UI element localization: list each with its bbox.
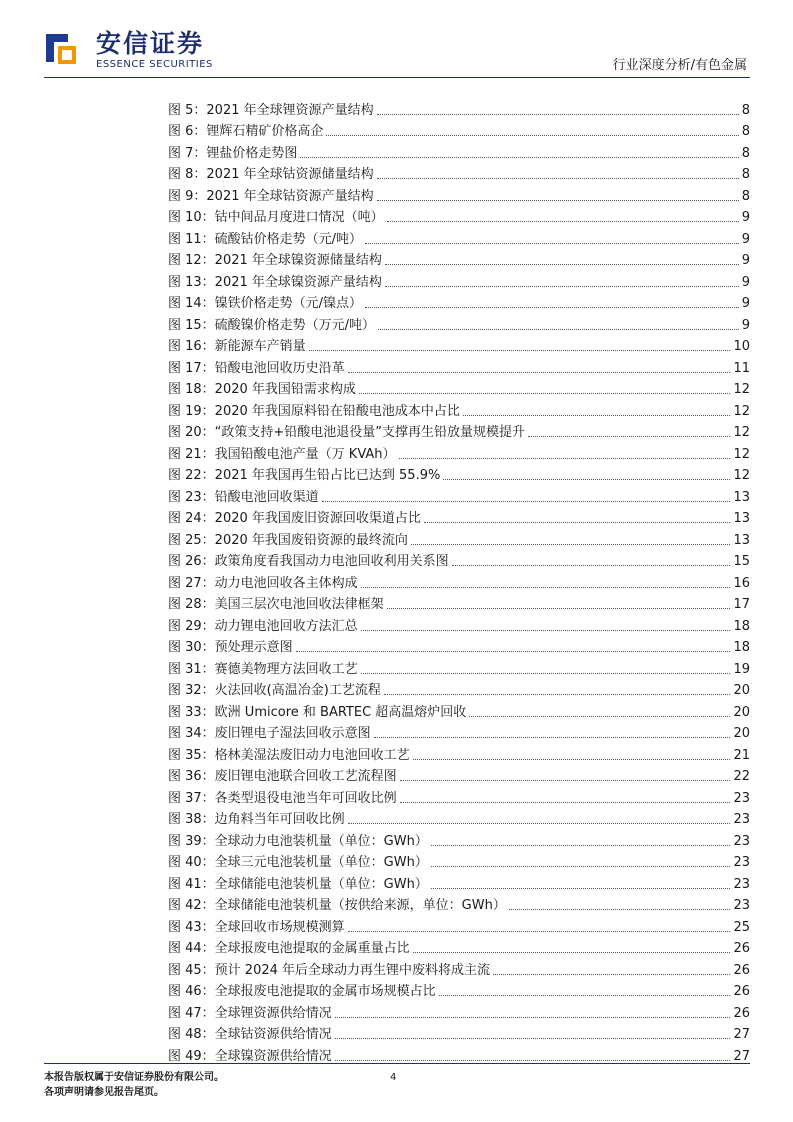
toc-leader-dots (385, 264, 739, 265)
toc-entry[interactable] (168, 893, 750, 915)
toc-entry-page[interactable]: 8 (741, 188, 750, 204)
toc-entry-label[interactable]: 图 47：全球锂资源供给情况 (168, 1005, 332, 1021)
toc-leader-dots (378, 329, 739, 330)
toc-entry[interactable] (168, 463, 750, 485)
toc-leader-dots (309, 350, 731, 351)
toc-entry-label[interactable]: 图 12：2021 年全球镍资源储量结构 (168, 253, 382, 268)
toc-entry-page[interactable]: 12 (733, 425, 750, 440)
toc-entry-label[interactable]: 图 6：锂辉石精矿价格高企 (168, 124, 324, 139)
toc-entry-page[interactable]: 12 (733, 446, 750, 462)
toc-leader-dots (528, 436, 730, 437)
toc-entry-label[interactable]: 图 43：全球回收市场规模测算 (168, 919, 345, 935)
toc-entry[interactable] (168, 957, 750, 979)
toc-entry-page[interactable]: 21 (733, 747, 750, 763)
toc-entry-label[interactable]: 图 34：废旧锂电子湿法回收示意图 (168, 726, 371, 741)
toc-leader-dots (365, 307, 739, 308)
toc-entry-label[interactable]: 图 14：镍铁价格走势（元/镍点） (168, 296, 363, 311)
toc-entry-page[interactable]: 26 (733, 1005, 750, 1021)
toc-entry-page[interactable]: 8 (741, 124, 750, 139)
toc-entry-label[interactable]: 图 45：预计 2024 年后全球动力再生锂中废料将成主流 (168, 962, 491, 978)
toc-leader-dots (452, 565, 731, 566)
toc-entry-page[interactable]: 18 (733, 640, 750, 655)
toc-entry-label[interactable]: 图 10：钴中间品月度进口情况（吨） (168, 210, 384, 225)
toc-entry-label[interactable]: 图 20：“政策支持+铅酸电池退役量”支撑再生铅放量规模提升 (168, 425, 526, 440)
toc-leader-dots (509, 909, 731, 910)
toc-entry-page[interactable]: 9 (741, 317, 750, 333)
toc-entry-label[interactable]: 图 13：2021 年全球镍资源产量结构 (168, 274, 382, 290)
toc-leader-dots (431, 845, 731, 846)
toc-entry[interactable] (168, 592, 750, 614)
toc-entry-page[interactable]: 23 (733, 898, 750, 913)
toc-entry-page[interactable]: 26 (733, 962, 750, 978)
toc-entry-page[interactable]: 19 (733, 661, 750, 677)
toc-entry-label[interactable]: 图 32：火法回收(高温冶金)工艺流程 (168, 683, 381, 698)
toc-entry-page[interactable]: 18 (733, 618, 750, 634)
toc-leader-dots (463, 415, 731, 416)
toc-leader-dots (361, 673, 731, 674)
toc-entry-page[interactable]: 15 (733, 554, 750, 569)
toc-entry[interactable] (168, 549, 750, 571)
toc-entry-label[interactable]: 图 36：废旧锂电池联合回收工艺流程图 (168, 769, 397, 784)
toc-entry[interactable] (168, 850, 750, 872)
toc-leader-dots (411, 544, 731, 545)
toc-entry-label[interactable]: 图 17：铅酸电池回收历史沿革 (168, 360, 345, 376)
toc-entry-label[interactable]: 图 27：动力电池回收各主体构成 (168, 575, 358, 591)
toc-entry[interactable] (168, 140, 750, 162)
toc-leader-dots (335, 1060, 731, 1061)
toc-entry[interactable] (168, 484, 750, 506)
report-section: 行业深度分析/有色金属 (612, 58, 747, 73)
toc-entry[interactable] (168, 678, 750, 700)
toc-leader-dots (359, 393, 731, 394)
toc-entry[interactable] (168, 398, 750, 420)
brand-name-cn: 安信证券 (96, 29, 205, 58)
toc-leader-dots (384, 694, 731, 695)
toc-entry-label[interactable]: 图 48：全球钴资源供给情况 (168, 1027, 332, 1042)
page-number: 4 (390, 1072, 397, 1083)
toc-leader-dots (377, 114, 739, 115)
toc-entry[interactable] (168, 269, 750, 291)
toc-entry-label[interactable]: 图 26：政策角度看我国动力电池回收利用关系图 (168, 554, 449, 569)
toc-entry[interactable] (168, 1022, 750, 1044)
toc-entry[interactable] (168, 570, 750, 592)
toc-leader-dots (348, 372, 731, 373)
toc-entry-label[interactable]: 图 23：铅酸电池回收渠道 (168, 489, 319, 505)
toc-entry-label[interactable]: 图 37：各类型退役电池当年可回收比例 (168, 790, 397, 806)
toc-entry-page[interactable]: 23 (733, 812, 750, 827)
toc-leader-dots (469, 716, 730, 717)
toc-entry[interactable] (168, 656, 750, 678)
toc-entry-page[interactable]: 9 (741, 274, 750, 290)
toc-leader-dots (413, 952, 731, 953)
toc-leader-dots (322, 501, 731, 502)
toc-entry-page[interactable]: 27 (733, 1027, 750, 1042)
toc-entry-label[interactable]: 图 11：硫酸钴价格走势（元/吨） (168, 231, 363, 247)
toc-entry[interactable] (168, 334, 750, 356)
toc-entry-label[interactable]: 图 9：2021 年全球钴资源产量结构 (168, 188, 374, 204)
toc-entry[interactable] (168, 506, 750, 528)
toc-entry-page[interactable]: 9 (741, 231, 750, 247)
toc-entry-page[interactable]: 26 (733, 941, 750, 956)
toc-entry[interactable] (168, 377, 750, 399)
toc-entry-page[interactable]: 20 (733, 726, 750, 741)
toc-entry[interactable] (168, 226, 750, 248)
toc-leader-dots (399, 458, 731, 459)
footer-divider (44, 1063, 750, 1064)
figure-table-of-contents (168, 97, 750, 1065)
toc-entry-page[interactable]: 12 (733, 382, 750, 397)
toc-entry[interactable] (168, 119, 750, 141)
toc-leader-dots (326, 135, 738, 136)
toc-entry-page[interactable]: 8 (741, 145, 750, 161)
toc-leader-dots (385, 286, 739, 287)
toc-entry-page[interactable]: 9 (741, 296, 750, 311)
toc-leader-dots (300, 157, 738, 158)
toc-entry-label[interactable]: 图 35：格林美湿法废旧动力电池回收工艺 (168, 747, 410, 763)
toc-entry[interactable] (168, 979, 750, 1001)
toc-entry[interactable] (168, 441, 750, 463)
toc-entry[interactable] (168, 785, 750, 807)
toc-entry-label[interactable]: 图 39：全球动力电池装机量（单位：GWh） (168, 833, 428, 849)
toc-entry-label[interactable]: 图 7：锂盐价格走势图 (168, 145, 298, 161)
toc-leader-dots (348, 931, 731, 932)
toc-entry-label[interactable]: 图 15：硫酸镍价格走势（万元/吨） (168, 317, 376, 333)
toc-entry[interactable] (168, 1000, 750, 1022)
toc-entry-label[interactable]: 图 21：我国铅酸电池产量（万 KVAh） (168, 446, 396, 462)
toc-entry-page[interactable]: 16 (733, 575, 750, 591)
toc-leader-dots (377, 200, 739, 201)
toc-leader-dots (413, 759, 731, 760)
toc-entry-page[interactable]: 23 (733, 790, 750, 806)
toc-entry[interactable] (168, 936, 750, 958)
toc-entry-page[interactable]: 17 (733, 597, 750, 612)
disclaimer-line: 各项声明请参见报告尾页。 (44, 1087, 164, 1098)
toc-entry-page[interactable]: 26 (733, 984, 750, 999)
toc-entry[interactable] (168, 635, 750, 657)
toc-leader-dots (387, 608, 731, 609)
page-header (0, 0, 793, 80)
toc-entry[interactable] (168, 527, 750, 549)
toc-entry[interactable] (168, 162, 750, 184)
brand-name-en: ESSENCE SECURITIES (96, 59, 213, 70)
toc-entry-page[interactable]: 8 (741, 102, 750, 118)
toc-entry[interactable] (168, 291, 750, 313)
toc-entry[interactable] (168, 699, 750, 721)
toc-entry-page[interactable]: 20 (733, 704, 750, 720)
toc-entry[interactable] (168, 183, 750, 205)
toc-entry-page[interactable]: 23 (733, 876, 750, 892)
toc-entry-label[interactable]: 图 40：全球三元电池装机量（单位：GWh） (168, 855, 428, 870)
toc-entry-page[interactable]: 12 (733, 403, 750, 419)
toc-entry-page[interactable]: 9 (741, 210, 750, 225)
toc-entry-label[interactable]: 图 41：全球储能电池装机量（单位：GWh） (168, 876, 428, 892)
toc-entry-label[interactable]: 图 29：动力锂电池回收方法汇总 (168, 618, 358, 634)
toc-entry-page[interactable]: 11 (733, 360, 750, 376)
toc-entry-label[interactable]: 图 31：赛德美物理方法回收工艺 (168, 661, 358, 677)
toc-entry[interactable] (168, 420, 750, 442)
toc-leader-dots (361, 630, 731, 631)
toc-entry-page[interactable]: 9 (741, 253, 750, 268)
toc-entry[interactable] (168, 828, 750, 850)
copyright-notice (44, 1070, 224, 1100)
toc-entry[interactable] (168, 807, 750, 829)
toc-entry-page[interactable]: 8 (741, 167, 750, 182)
essence-logo-icon (44, 30, 78, 66)
toc-leader-dots (365, 243, 739, 244)
toc-entry-page[interactable]: 22 (733, 769, 750, 784)
toc-entry[interactable] (168, 248, 750, 270)
toc-entry[interactable] (168, 914, 750, 936)
toc-entry[interactable] (168, 871, 750, 893)
toc-entry-page[interactable]: 20 (733, 683, 750, 698)
toc-entry[interactable] (168, 205, 750, 227)
toc-entry[interactable] (168, 721, 750, 743)
toc-entry-page[interactable]: 25 (733, 919, 750, 935)
toc-entry-page[interactable]: 10 (733, 339, 750, 354)
toc-entry-label[interactable]: 图 38：边角料当年可回收比例 (168, 812, 345, 827)
toc-leader-dots (439, 995, 731, 996)
toc-leader-dots (335, 1017, 731, 1018)
toc-entry-label[interactable]: 图 44：全球报废电池提取的金属重量占比 (168, 941, 410, 956)
toc-leader-dots (431, 866, 731, 867)
toc-entry-label[interactable]: 图 18：2020 年我国铅需求构成 (168, 382, 356, 397)
header-divider (44, 77, 750, 78)
toc-entry-label[interactable]: 图 25：2020 年我国废铅资源的最终流向 (168, 532, 408, 548)
toc-entry-label[interactable]: 图 42：全球储能电池装机量（按供给来源，单位：GWh） (168, 898, 506, 913)
toc-leader-dots (377, 178, 739, 179)
toc-entry-label[interactable]: 图 49：全球镍资源供给情况 (168, 1048, 332, 1064)
toc-entry-page[interactable]: 27 (733, 1048, 750, 1064)
toc-leader-dots (348, 823, 731, 824)
toc-entry[interactable] (168, 613, 750, 635)
toc-leader-dots (361, 587, 731, 588)
toc-entry-page[interactable]: 23 (733, 855, 750, 870)
toc-entry-page[interactable]: 13 (733, 511, 750, 526)
toc-entry-label[interactable]: 图 28：美国三层次电池回收法律框架 (168, 597, 384, 612)
copyright-line: 本报告版权属于安信证券股份有限公司。 (44, 1072, 224, 1083)
toc-entry-label[interactable]: 图 5：2021 年全球锂资源产量结构 (168, 102, 374, 118)
toc-entry-label[interactable]: 图 8：2021 年全球钴资源储量结构 (168, 167, 374, 182)
toc-entry-label[interactable]: 图 22：2021 年我国再生铅占比已达到 55.9% (168, 468, 441, 483)
toc-entry-label[interactable]: 图 24：2020 年我国废旧资源回收渠道占比 (168, 511, 421, 526)
toc-entry-page[interactable]: 13 (733, 489, 750, 505)
toc-entry-page[interactable]: 23 (733, 833, 750, 849)
toc-leader-dots (443, 479, 730, 480)
toc-entry-label[interactable]: 图 16：新能源车产销量 (168, 339, 306, 354)
toc-entry-label[interactable]: 图 46：全球报废电池提取的金属市场规模占比 (168, 984, 436, 999)
toc-entry-label[interactable]: 图 30：预处理示意图 (168, 640, 293, 655)
toc-leader-dots (387, 221, 739, 222)
toc-entry-page[interactable]: 13 (733, 532, 750, 548)
toc-entry[interactable] (168, 1043, 750, 1065)
toc-leader-dots (431, 888, 731, 889)
toc-entry[interactable] (168, 742, 750, 764)
toc-entry[interactable] (168, 312, 750, 334)
toc-entry[interactable] (168, 764, 750, 786)
toc-entry-page[interactable]: 12 (733, 468, 750, 483)
toc-leader-dots (424, 522, 731, 523)
toc-leader-dots (335, 1038, 731, 1039)
toc-leader-dots (296, 651, 731, 652)
toc-leader-dots (400, 802, 731, 803)
toc-entry-label[interactable]: 图 33：欧洲 Umicore 和 BARTEC 超高温熔炉回收 (168, 704, 467, 720)
toc-entry[interactable] (168, 355, 750, 377)
toc-leader-dots (374, 737, 731, 738)
toc-leader-dots (400, 780, 731, 781)
toc-entry[interactable] (168, 97, 750, 119)
toc-entry-label[interactable]: 图 19：2020 年我国原料铅在铅酸电池成本中占比 (168, 403, 460, 419)
toc-leader-dots (493, 974, 730, 975)
